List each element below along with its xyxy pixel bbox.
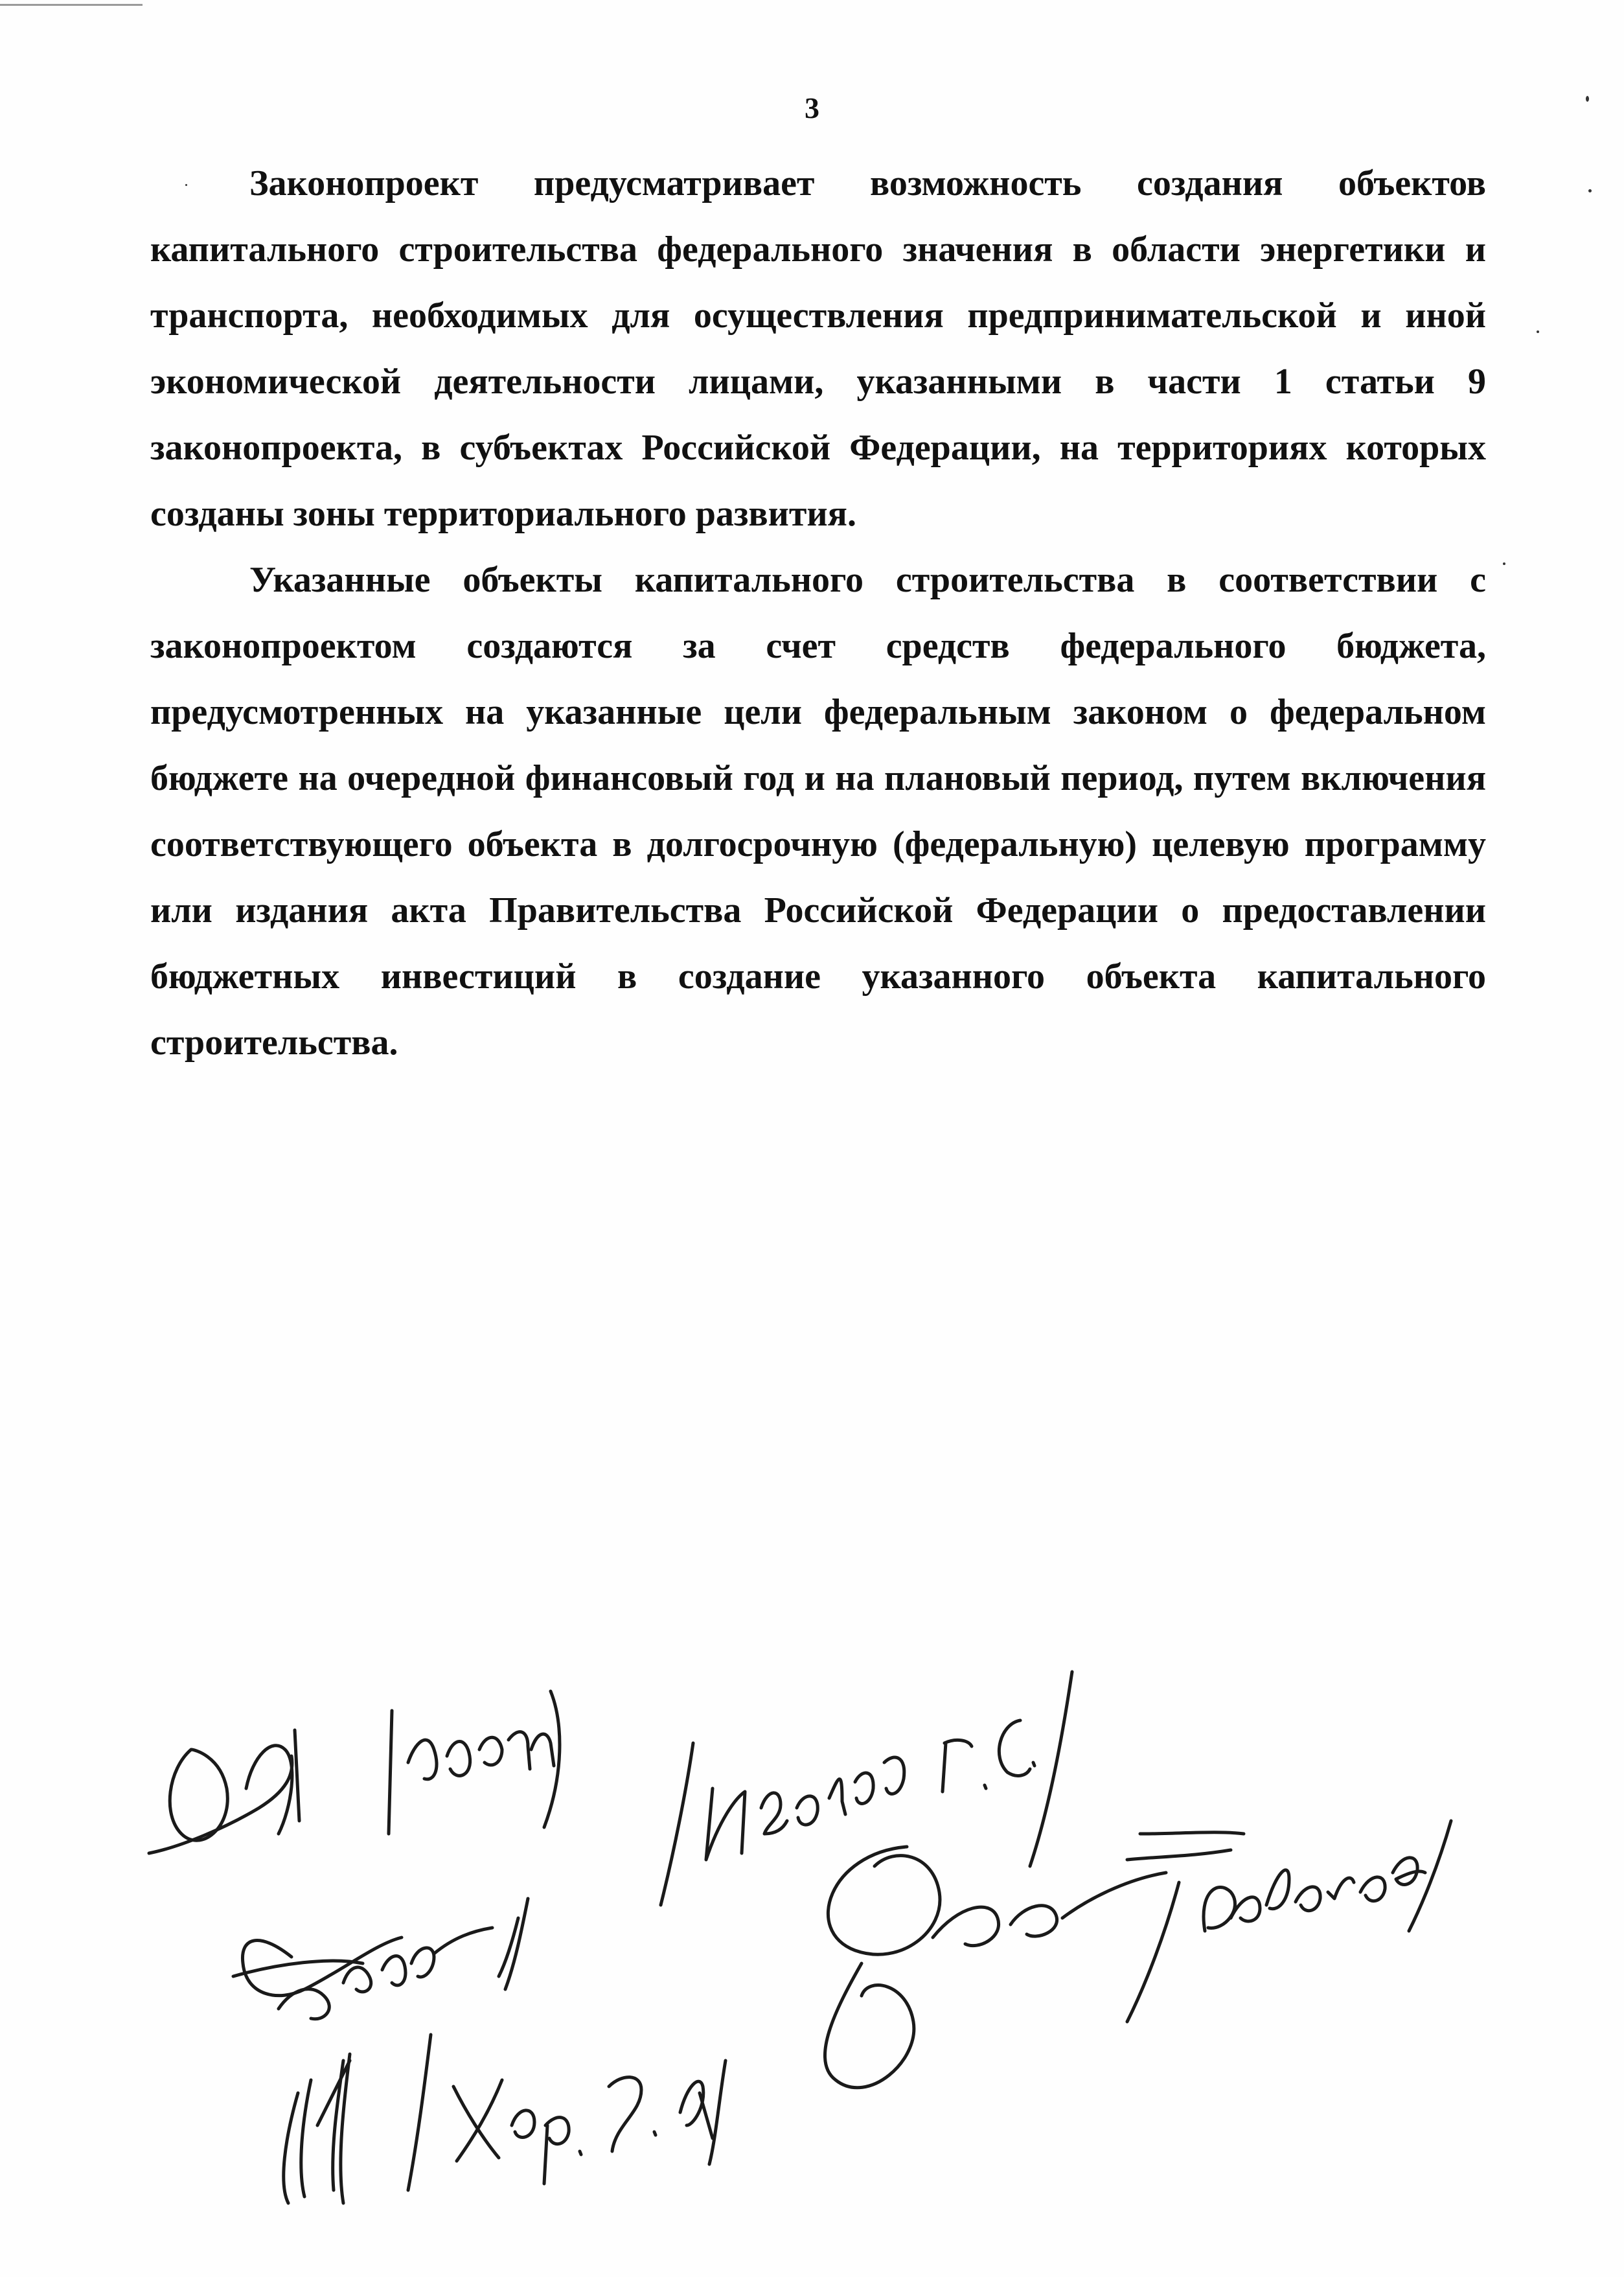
page-number: 3 <box>805 91 819 124</box>
handwritten-signatures <box>130 1659 1555 2229</box>
scan-speck <box>1503 562 1505 565</box>
document-body <box>150 150 1486 1076</box>
signature-5 <box>284 2035 726 2203</box>
paragraph-2: Указанные объекты капитального строительства в соответствии с законопроектом создаются за счет средств федерального бюджета, предусмотренных на указанные цели федеральным законом о федеральном бюджете на очередной финансовый год и на плановый период, путем включения соответствующего объекта в долгосрочную (федеральную) целевую программу или издания акта Правительства Российской Федерации о предоставлении бюджетных инвестиций в создание указанного объекта капитального строительства. <box>150 560 1486 1063</box>
scan-speck <box>1537 330 1539 333</box>
signature-2 <box>661 1672 1072 1905</box>
paragraph-1: Законопроект предусматривает возможность создания объектов капитального строительства федерального значения в области энергетики и транспорта, необходимых для осуществления предпринимательской и иной экономической деятельности лицами, указанными в части 1 статьи 9 законопроекта, в субъектах Российской Федерации, на территориях которых созданы зоны территориального развития. <box>150 163 1486 534</box>
signature-4 <box>825 1821 1451 2088</box>
signatures-block <box>130 1659 1555 2229</box>
signature-3 <box>233 1899 528 2019</box>
signature-1 <box>149 1691 560 1853</box>
scan-edge-mark <box>0 4 143 6</box>
scan-speck <box>1588 189 1592 192</box>
scan-speck <box>185 184 187 186</box>
scan-speck <box>1586 96 1589 102</box>
